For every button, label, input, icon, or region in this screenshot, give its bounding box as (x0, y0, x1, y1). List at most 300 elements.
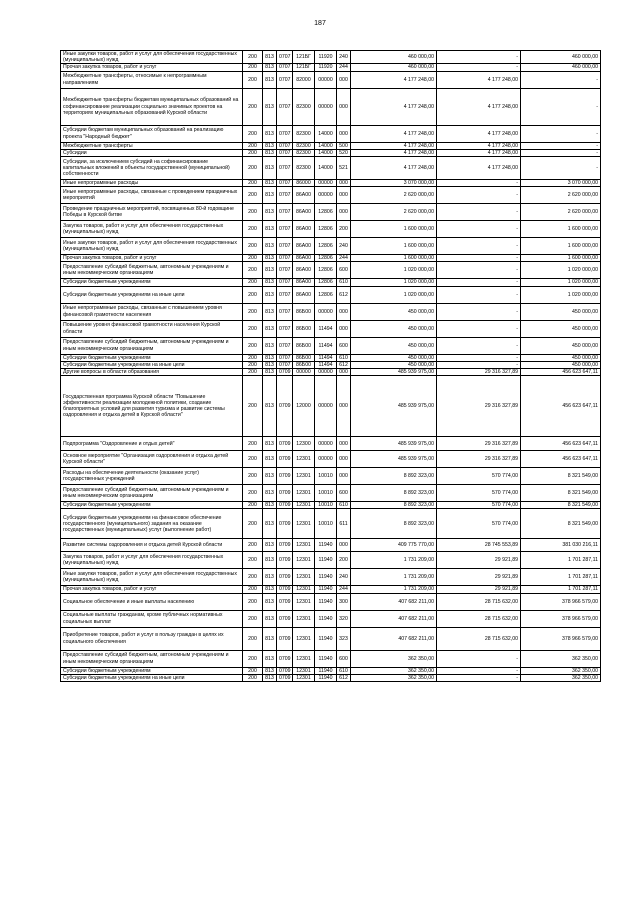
code-cell: 200 (243, 667, 263, 674)
code-cell: 0707 (277, 149, 293, 156)
code-cell: 11920 (315, 64, 337, 71)
code-cell: 200 (243, 149, 263, 156)
code-cell: 0709 (277, 502, 293, 509)
row-name-cell: Прочая закупка товаров, работ и услуг (61, 64, 243, 71)
code-cell: 813 (263, 64, 277, 71)
code-cell: 813 (263, 279, 277, 286)
amount-cell: 4 177 248,00 (437, 157, 521, 180)
code-cell: 200 (243, 539, 263, 552)
amount-cell: 378 966 579,00 (521, 593, 601, 610)
amount-cell: 570 774,00 (437, 509, 521, 539)
amount-cell: 362 350,00 (351, 667, 437, 674)
code-cell: 200 (243, 627, 263, 650)
amount-cell: 409 775 770,00 (351, 539, 437, 552)
amount-cell: 450 000,00 (351, 303, 437, 320)
code-cell: 610 (337, 354, 351, 361)
code-cell: 813 (263, 485, 277, 502)
amount-cell: 407 682 211,00 (351, 610, 437, 627)
code-cell: 00000 (315, 180, 337, 187)
code-cell: 813 (263, 221, 277, 238)
code-cell: 200 (243, 369, 263, 376)
code-cell: 0709 (277, 610, 293, 627)
code-cell: 86А00 (293, 279, 315, 286)
code-cell: 12806 (315, 279, 337, 286)
amount-cell: 8 892 323,00 (351, 485, 437, 502)
row-name-cell: Расходы на обеспечение деятельности (оказание услуг) государственных учреждений (61, 468, 243, 485)
code-cell: 86Б00 (293, 303, 315, 320)
code-cell: 200 (243, 64, 263, 71)
code-cell: 0709 (277, 369, 293, 376)
code-cell: 200 (243, 238, 263, 255)
code-cell: 200 (243, 361, 263, 368)
table-row (61, 221, 601, 238)
code-cell: 200 (243, 451, 263, 468)
amount-cell: 29 316 327,89 (437, 451, 521, 468)
code-cell: 200 (337, 221, 351, 238)
amount-cell: 570 774,00 (437, 468, 521, 485)
code-cell: 813 (263, 255, 277, 262)
amount-cell: 1 020 000,00 (521, 262, 601, 279)
table-row (61, 64, 601, 71)
code-cell: 10010 (315, 468, 337, 485)
row-name-cell: Развитие системы оздоровления и отдыха детей Курской области (61, 539, 243, 552)
code-cell: 300 (337, 593, 351, 610)
code-cell: 86Б00 (293, 320, 315, 337)
code-cell: 240 (337, 51, 351, 64)
code-cell: 0707 (277, 354, 293, 361)
amount-cell: - (437, 667, 521, 674)
code-cell: 11494 (315, 361, 337, 368)
amount-cell: 362 350,00 (351, 650, 437, 667)
code-cell: 00000 (315, 88, 337, 125)
code-cell: 240 (337, 238, 351, 255)
row-name-cell: Закупка товаров, работ и услуг для обеспечения государственных (муниципальных) нужд (61, 221, 243, 238)
code-cell: 0707 (277, 320, 293, 337)
code-cell: 813 (263, 354, 277, 361)
code-cell: 0709 (277, 552, 293, 569)
code-cell: 0707 (277, 51, 293, 64)
table-row (61, 354, 601, 361)
code-cell: 0709 (277, 674, 293, 681)
code-cell: 14000 (315, 149, 337, 156)
table-row (61, 88, 601, 125)
table-row (61, 303, 601, 320)
code-cell: 813 (263, 569, 277, 586)
row-name-cell: Межбюджетные трансферты, относимые к непрограммным направлениям (61, 71, 243, 88)
table-row (61, 149, 601, 156)
code-cell: 813 (263, 157, 277, 180)
row-name-cell: Закупка товаров, работ и услуг для обеспечения государственных (муниципальных) нужд (61, 552, 243, 569)
table-row (61, 286, 601, 303)
amount-cell: 1 600 000,00 (521, 238, 601, 255)
row-name-cell: Субсидии (61, 149, 243, 156)
amount-cell: 2 620 000,00 (351, 187, 437, 204)
code-cell: 121БГ (293, 51, 315, 64)
code-cell: 0707 (277, 279, 293, 286)
code-cell: 10010 (315, 485, 337, 502)
amount-cell: 28 715 632,00 (437, 593, 521, 610)
code-cell: 200 (243, 337, 263, 354)
code-cell: 86А00 (293, 255, 315, 262)
code-cell: 200 (243, 569, 263, 586)
code-cell: 813 (263, 51, 277, 64)
code-cell: 11940 (315, 650, 337, 667)
code-cell: 200 (243, 650, 263, 667)
code-cell: 0707 (277, 64, 293, 71)
code-cell: 200 (243, 187, 263, 204)
amount-cell: 456 623 647,11 (521, 451, 601, 468)
code-cell: 0709 (277, 593, 293, 610)
code-cell: 000 (337, 187, 351, 204)
amount-cell: 2 620 000,00 (521, 204, 601, 221)
amount-cell: 29 316 327,89 (437, 437, 521, 451)
amount-cell: 29 921,89 (437, 552, 521, 569)
amount-cell: - (437, 279, 521, 286)
table-row (61, 610, 601, 627)
code-cell: 12301 (293, 509, 315, 539)
code-cell: 86А00 (293, 204, 315, 221)
amount-cell: 1 020 000,00 (351, 279, 437, 286)
row-name-cell: Субсидии бюджетам муниципальных образований на реализацию проекта "Народный бюджет" (61, 125, 243, 142)
amount-cell: 362 350,00 (521, 650, 601, 667)
row-name-cell: Повышение уровня финансовой грамотности населения Курской области (61, 320, 243, 337)
code-cell: 12806 (315, 255, 337, 262)
amount-cell: 29 921,89 (437, 569, 521, 586)
amount-cell: 450 000,00 (521, 354, 601, 361)
code-cell: 86А00 (293, 221, 315, 238)
code-cell: 000 (337, 468, 351, 485)
code-cell: 0707 (277, 238, 293, 255)
amount-cell: - (521, 157, 601, 180)
code-cell: 813 (263, 502, 277, 509)
code-cell: 813 (263, 337, 277, 354)
table-row (61, 125, 601, 142)
code-cell: 610 (337, 502, 351, 509)
code-cell: 86Б00 (293, 354, 315, 361)
amount-cell: 4 177 248,00 (351, 125, 437, 142)
code-cell: 200 (243, 437, 263, 451)
amount-cell: - (437, 255, 521, 262)
code-cell: 200 (243, 552, 263, 569)
code-cell: 813 (263, 610, 277, 627)
code-cell: 12301 (293, 485, 315, 502)
table-row (61, 552, 601, 569)
amount-cell: 407 682 211,00 (351, 627, 437, 650)
code-cell: 244 (337, 255, 351, 262)
code-cell: 813 (263, 262, 277, 279)
table-row (61, 361, 601, 368)
code-cell: 200 (243, 262, 263, 279)
code-cell: 11940 (315, 539, 337, 552)
code-cell: 612 (337, 361, 351, 368)
code-cell: 86000 (293, 180, 315, 187)
amount-cell: 1 020 000,00 (521, 286, 601, 303)
table-row (61, 569, 601, 586)
code-cell: 0709 (277, 468, 293, 485)
amount-cell: 456 623 647,11 (521, 369, 601, 376)
code-cell: 0709 (277, 627, 293, 650)
amount-cell: 29 316 327,89 (437, 369, 521, 376)
code-cell: 11940 (315, 667, 337, 674)
code-cell: 0707 (277, 286, 293, 303)
amount-cell: - (437, 51, 521, 64)
code-cell: 813 (263, 667, 277, 674)
code-cell: 200 (243, 71, 263, 88)
code-cell: 200 (243, 502, 263, 509)
amount-cell: - (437, 221, 521, 238)
amount-cell: 28 745 553,89 (437, 539, 521, 552)
amount-cell: 456 623 647,11 (521, 437, 601, 451)
row-name-cell: Предоставление субсидий бюджетным, автономным учреждениям и иным некоммерческим организациям (61, 262, 243, 279)
code-cell: 12301 (293, 468, 315, 485)
code-cell: 813 (263, 320, 277, 337)
code-cell: 244 (337, 586, 351, 593)
table-row (61, 320, 601, 337)
amount-cell: 29 921,89 (437, 586, 521, 593)
amount-cell: 2 620 000,00 (521, 187, 601, 204)
code-cell: 00000 (315, 71, 337, 88)
code-cell: 12806 (315, 286, 337, 303)
row-name-cell: Подпрограмма "Оздоровление и отдых детей" (61, 437, 243, 451)
code-cell: 612 (337, 674, 351, 681)
amount-cell: 4 177 248,00 (351, 149, 437, 156)
code-cell: 0709 (277, 437, 293, 451)
code-cell: 12301 (293, 451, 315, 468)
table-row (61, 468, 601, 485)
amount-cell: 450 000,00 (521, 303, 601, 320)
amount-cell: 28 715 632,00 (437, 627, 521, 650)
code-cell: 12301 (293, 610, 315, 627)
row-name-cell: Основное мероприятие "Организация оздоровления и отдыха детей Курской области" (61, 451, 243, 468)
code-cell: 12301 (293, 539, 315, 552)
code-cell: 0709 (277, 509, 293, 539)
row-name-cell: Субсидии бюджетным учреждениям (61, 279, 243, 286)
amount-cell: 450 000,00 (351, 337, 437, 354)
code-cell: 14000 (315, 142, 337, 149)
code-cell: 0707 (277, 337, 293, 354)
row-name-cell: Иные закупки товаров, работ и услуг для обеспечения государственных (муниципальных) нужд (61, 238, 243, 255)
row-name-cell: Проведение праздничных мероприятий, посвященных 80-й годовщине Победы в Курской битве (61, 204, 243, 221)
code-cell: 813 (263, 586, 277, 593)
code-cell: 000 (337, 437, 351, 451)
code-cell: 600 (337, 650, 351, 667)
code-cell: 00000 (293, 369, 315, 376)
code-cell: 12806 (315, 221, 337, 238)
code-cell: 813 (263, 593, 277, 610)
amount-cell: 1 731 209,00 (351, 569, 437, 586)
amount-cell: - (437, 337, 521, 354)
amount-cell: 8 321 549,00 (521, 502, 601, 509)
code-cell: 813 (263, 468, 277, 485)
amount-cell: 460 000,00 (351, 64, 437, 71)
amount-cell: - (437, 187, 521, 204)
amount-cell: 485 939 975,00 (351, 376, 437, 437)
table-row (61, 204, 601, 221)
amount-cell: 1 701 287,11 (521, 569, 601, 586)
code-cell: 00000 (315, 303, 337, 320)
code-cell: 200 (243, 88, 263, 125)
row-name-cell: Субсидии бюджетным учреждениям на иные цели (61, 674, 243, 681)
code-cell: 86А00 (293, 187, 315, 204)
row-name-cell: Субсидии бюджетным учреждениям на финансовое обеспечение государственного (муниципального) задания на оказание государственных (муниципальных) услуг (выполнение работ) (61, 509, 243, 539)
amount-cell: 450 000,00 (521, 320, 601, 337)
code-cell: 0707 (277, 71, 293, 88)
row-name-cell: Предоставление субсидий бюджетным, автономным учреждениям и иным некоммерческим организациям (61, 650, 243, 667)
table-row (61, 539, 601, 552)
code-cell: 200 (243, 586, 263, 593)
table-row (61, 451, 601, 468)
code-cell: 200 (243, 125, 263, 142)
code-cell: 813 (263, 369, 277, 376)
code-cell: 10010 (315, 509, 337, 539)
amount-cell: - (437, 354, 521, 361)
code-cell: 86Б00 (293, 337, 315, 354)
code-cell: 200 (243, 204, 263, 221)
amount-cell: 8 321 549,00 (521, 509, 601, 539)
amount-cell: 362 350,00 (351, 674, 437, 681)
code-cell: 12301 (293, 586, 315, 593)
code-cell: 813 (263, 650, 277, 667)
code-cell: 813 (263, 286, 277, 303)
row-name-cell: Субсидии, за исключением субсидий на софинансирование капитальных вложений в объекты государственной (муниципальной) собственности (61, 157, 243, 180)
table-row (61, 157, 601, 180)
table-row (61, 279, 601, 286)
amount-cell: 362 350,00 (521, 667, 601, 674)
row-name-cell: Предоставление субсидий бюджетным, автономным учреждениям и иным некоммерческим организациям (61, 337, 243, 354)
code-cell: 12301 (293, 552, 315, 569)
code-cell: 12806 (315, 204, 337, 221)
code-cell: 200 (243, 610, 263, 627)
code-cell: 11940 (315, 586, 337, 593)
amount-cell: 450 000,00 (351, 361, 437, 368)
amount-cell: 450 000,00 (521, 361, 601, 368)
code-cell: 240 (337, 569, 351, 586)
table-row (61, 376, 601, 437)
row-name-cell: Социальное обеспечение и иные выплаты населению (61, 593, 243, 610)
table-row (61, 650, 601, 667)
amount-cell: 8 321 549,00 (521, 485, 601, 502)
code-cell: 11494 (315, 354, 337, 361)
row-name-cell: Субсидии бюджетным учреждениям на иные цели (61, 361, 243, 368)
code-cell: 813 (263, 71, 277, 88)
amount-cell: 4 177 248,00 (351, 157, 437, 180)
table-row (61, 142, 601, 149)
code-cell: 86А00 (293, 238, 315, 255)
code-cell: 12301 (293, 627, 315, 650)
code-cell: 0707 (277, 88, 293, 125)
code-cell: 0709 (277, 376, 293, 437)
amount-cell: 1 020 000,00 (351, 286, 437, 303)
code-cell: 200 (243, 485, 263, 502)
table-row (61, 502, 601, 509)
amount-cell: 450 000,00 (351, 354, 437, 361)
amount-cell: 8 892 323,00 (351, 502, 437, 509)
code-cell: 12300 (293, 437, 315, 451)
code-cell: 000 (337, 539, 351, 552)
code-cell: 813 (263, 674, 277, 681)
amount-cell: 460 000,00 (521, 51, 601, 64)
code-cell: 14000 (315, 157, 337, 180)
code-cell: 813 (263, 180, 277, 187)
table-row (61, 187, 601, 204)
code-cell: 11940 (315, 627, 337, 650)
table-row (61, 509, 601, 539)
page-number: 187 (314, 20, 326, 27)
code-cell: 11940 (315, 674, 337, 681)
amount-cell: 378 966 579,00 (521, 610, 601, 627)
code-cell: 813 (263, 238, 277, 255)
code-cell: 813 (263, 509, 277, 539)
row-name-cell: Субсидии бюджетным учреждениям (61, 354, 243, 361)
code-cell: 000 (337, 180, 351, 187)
code-cell: 200 (337, 552, 351, 569)
code-cell: 82300 (293, 149, 315, 156)
amount-cell: - (437, 361, 521, 368)
code-cell: 82300 (293, 142, 315, 149)
code-cell: 813 (263, 437, 277, 451)
code-cell: 000 (337, 125, 351, 142)
row-name-cell: Межбюджетные трансферты бюджетам муниципальных образований на софинансирование реализации социально значимых проектов на территориях муниципальных образований Курской области (61, 88, 243, 125)
amount-cell: 4 177 248,00 (351, 142, 437, 149)
amount-cell: - (437, 286, 521, 303)
code-cell: 244 (337, 64, 351, 71)
amount-cell: 450 000,00 (351, 320, 437, 337)
code-cell: 0707 (277, 255, 293, 262)
amount-cell: 28 715 632,00 (437, 610, 521, 627)
code-cell: 323 (337, 627, 351, 650)
code-cell: 200 (243, 286, 263, 303)
amount-cell: 485 939 975,00 (351, 451, 437, 468)
amount-cell: 485 939 975,00 (351, 437, 437, 451)
table-row (61, 667, 601, 674)
table-row (61, 337, 601, 354)
amount-cell: 4 177 248,00 (437, 88, 521, 125)
code-cell: 00000 (315, 451, 337, 468)
code-cell: 611 (337, 509, 351, 539)
amount-cell: 1 600 000,00 (521, 221, 601, 238)
code-cell: 00000 (315, 369, 337, 376)
code-cell: 11940 (315, 610, 337, 627)
code-cell: 500 (337, 142, 351, 149)
code-cell: 000 (337, 451, 351, 468)
code-cell: 813 (263, 187, 277, 204)
amount-cell: - (437, 262, 521, 279)
table-row (61, 586, 601, 593)
code-cell: 813 (263, 552, 277, 569)
code-cell: 813 (263, 149, 277, 156)
code-cell: 121БГ (293, 64, 315, 71)
code-cell: 0707 (277, 361, 293, 368)
code-cell: 10010 (315, 502, 337, 509)
code-cell: 0707 (277, 157, 293, 180)
code-cell: 11494 (315, 320, 337, 337)
amount-cell: 4 177 248,00 (437, 149, 521, 156)
amount-cell: 3 070 000,00 (521, 180, 601, 187)
code-cell: 0709 (277, 667, 293, 674)
code-cell: 200 (243, 51, 263, 64)
code-cell: 0707 (277, 221, 293, 238)
table-row (61, 485, 601, 502)
code-cell: 000 (337, 71, 351, 88)
code-cell: 82300 (293, 157, 315, 180)
code-cell: 00000 (315, 376, 337, 437)
amount-cell: 1 701 287,11 (521, 586, 601, 593)
code-cell: 600 (337, 262, 351, 279)
amount-cell: 570 774,00 (437, 502, 521, 509)
amount-cell: - (437, 650, 521, 667)
amount-cell: - (437, 204, 521, 221)
code-cell: 813 (263, 539, 277, 552)
